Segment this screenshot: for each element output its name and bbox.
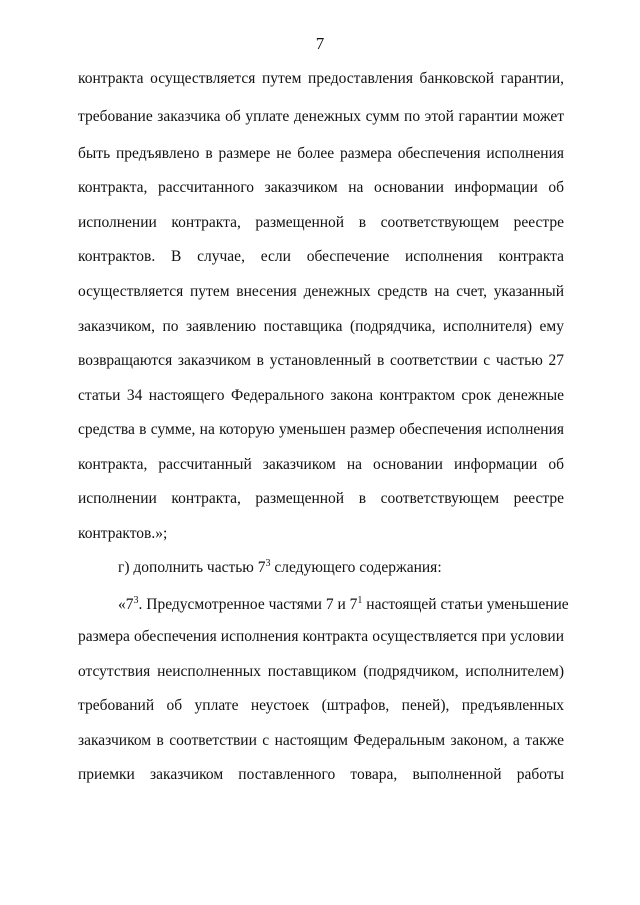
- quote-text: . Предусмотренное частями 7 и 7: [138, 596, 358, 613]
- quote-text: настоящей статьи уменьшение: [362, 596, 569, 613]
- text-line: быть предъявлено в размере не более размера обеспечения исполнения: [78, 145, 564, 162]
- page-number: 7: [315, 34, 325, 53]
- superscript: 1: [357, 595, 363, 606]
- text-line: контрактов. В случае, если обеспечение исполнения контракта: [78, 248, 564, 265]
- text-line: осуществляется путем внесения денежных средств на счет, указанный: [78, 283, 564, 300]
- text-line: контракта, рассчитанного заказчиком на основании информации об: [78, 179, 564, 196]
- item-g-text: г) дополнить частью 7: [118, 559, 266, 576]
- text-line: приемки заказчиком поставленного товара, выполненной работы: [78, 766, 564, 783]
- superscript: 3: [133, 595, 139, 606]
- text-line: требование заказчика об уплате денежных сумм по этой гарантии может: [78, 108, 564, 125]
- text-line: заказчиком, по заявлению поставщика (подрядчика, исполнителя) ему: [78, 318, 564, 335]
- text-line: контракта, рассчитанный заказчиком на основании информации об: [78, 456, 564, 473]
- quote-first-line: [118, 594, 569, 616]
- text-line: возвращаются заказчиком в установленный в соответствии с частью 27: [78, 352, 564, 369]
- text-line: исполнении контракта, размещенной в соответствующем реестре: [78, 214, 564, 231]
- text-line: заказчиком в соответствии с настоящим Федеральным законом, а также: [78, 732, 564, 749]
- text-line: требований об уплате неустоек (штрафов, пеней), предъявленных: [78, 697, 564, 714]
- item-g-text: следующего содержания:: [270, 559, 442, 576]
- text-line: размера обеспечения исполнения контракта осуществляется при условии: [78, 628, 564, 645]
- text-line: статьи 34 настоящего Федерального закона контрактом срок денежные: [78, 387, 564, 404]
- text-line: средства в сумме, на которую уменьшен размер обеспечения исполнения: [78, 421, 564, 438]
- superscript: 3: [265, 558, 271, 569]
- text-line: отсутствия неисполненных поставщиком (подрядчиком, исполнителем): [78, 663, 564, 680]
- text-line: контрактов.»;: [78, 525, 168, 542]
- quote-text: «7: [118, 596, 134, 613]
- item-g-line: [118, 557, 564, 579]
- text-line: исполнении контракта, размещенной в соответствующем реестре: [78, 490, 564, 507]
- text-line: контракта осуществляется путем предоставления банковской гарантии,: [78, 70, 564, 87]
